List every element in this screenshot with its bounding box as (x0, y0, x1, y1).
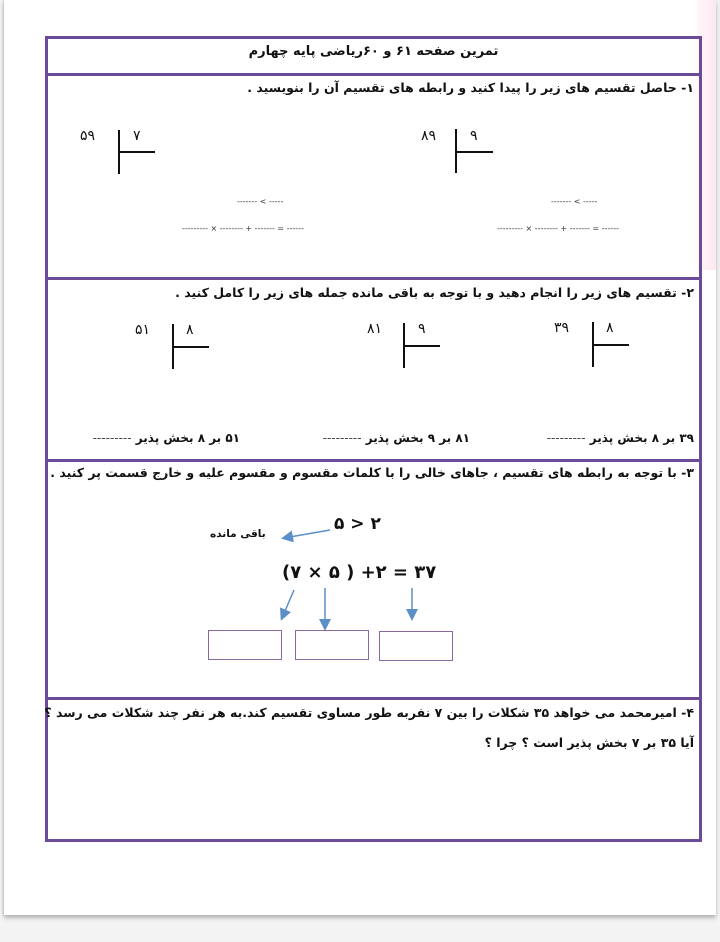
sentence-1 (547, 431, 694, 445)
sentence-blank[interactable]: --------- (92, 431, 132, 445)
answer-box-1[interactable] (208, 630, 282, 660)
sentence-blank[interactable]: --------- (322, 431, 362, 445)
division-bracket-horizontal (172, 346, 209, 348)
question-2: ۲- تقسیم های زیر را انجام دهید و با توجه به باقی مانده جمله های زیر را کامل کنید . (175, 285, 694, 300)
relation-blank-left[interactable]: --------- × -------- + ------- = ------ (182, 224, 304, 233)
inequality-blank-right[interactable]: ------- < ----- (551, 197, 598, 206)
question-4-line-1: ۴- امیرمحمد می خواهد ۳۵ شکلات را بین ۷ نفربه طور مساوی تقسیم کند.به هر نفر چند شکلات می رسد ؟ (44, 705, 694, 720)
section-divider-3 (45, 697, 702, 700)
divisor: ۸ (606, 320, 614, 336)
question-4-line-2: آیا ۳۵ بر ۷ بخش پذیر است ؟ چرا ؟ (484, 735, 694, 750)
dividend: ۵۱ (135, 322, 151, 338)
dividend: ۸۹ (421, 128, 437, 144)
title-divider (45, 73, 702, 76)
sentence-text: ۸۱ بر ۹ بخش پذیر (365, 431, 470, 445)
divisor: ۷ (133, 128, 141, 144)
sentence-text: ۳۹ بر ۸ بخش پذیر (589, 431, 694, 445)
division-bracket-horizontal (403, 345, 440, 347)
answer-box-3[interactable] (379, 631, 453, 661)
sentence-3 (93, 431, 240, 445)
sentence-text: ۵۱ بر ۸ بخش پذیر (135, 431, 240, 445)
division-bracket-horizontal (455, 151, 493, 153)
section-divider-2 (45, 459, 702, 462)
worksheet-title: تمرین صفحه ۶۱ و ۶۰ریاضی پایه چهارم (248, 44, 499, 59)
sentence-blank[interactable]: --------- (546, 431, 586, 445)
equation-text: (۷ × ۵ ) +۲ = ۳۷ (282, 562, 437, 583)
dividend: ۳۹ (554, 320, 570, 336)
dividend: ۸۱ (367, 321, 383, 337)
inequality-blank-left[interactable]: ------- < ----- (237, 197, 284, 206)
divisor: ۹ (418, 321, 426, 337)
divisor: ۸ (186, 322, 194, 338)
divisor: ۹ (470, 128, 478, 144)
division-bracket-horizontal (118, 151, 155, 153)
section-divider-1 (45, 277, 702, 280)
remainder-label: باقی مانده (210, 528, 266, 540)
answer-box-2[interactable] (295, 630, 369, 660)
relation-blank-right[interactable]: --------- × -------- + ------- = ------ (497, 224, 619, 233)
remainder-inequality: ۲ < ۵ (334, 514, 381, 534)
question-1: ۱- حاصل تقسیم های زیر را پیدا کنید و رابطه های تقسیم آن را بنویسید . (247, 80, 694, 95)
division-bracket-horizontal (592, 344, 629, 346)
dividend: ۵۹ (80, 128, 96, 144)
sentence-2 (323, 431, 470, 445)
division-equation (282, 562, 436, 583)
question-3: ۳- با توجه به رابطه های تقسیم ، جاهای خالی را با کلمات مقسوم و مقسوم علیه و خارج قسمت پر کنید . (50, 465, 694, 480)
